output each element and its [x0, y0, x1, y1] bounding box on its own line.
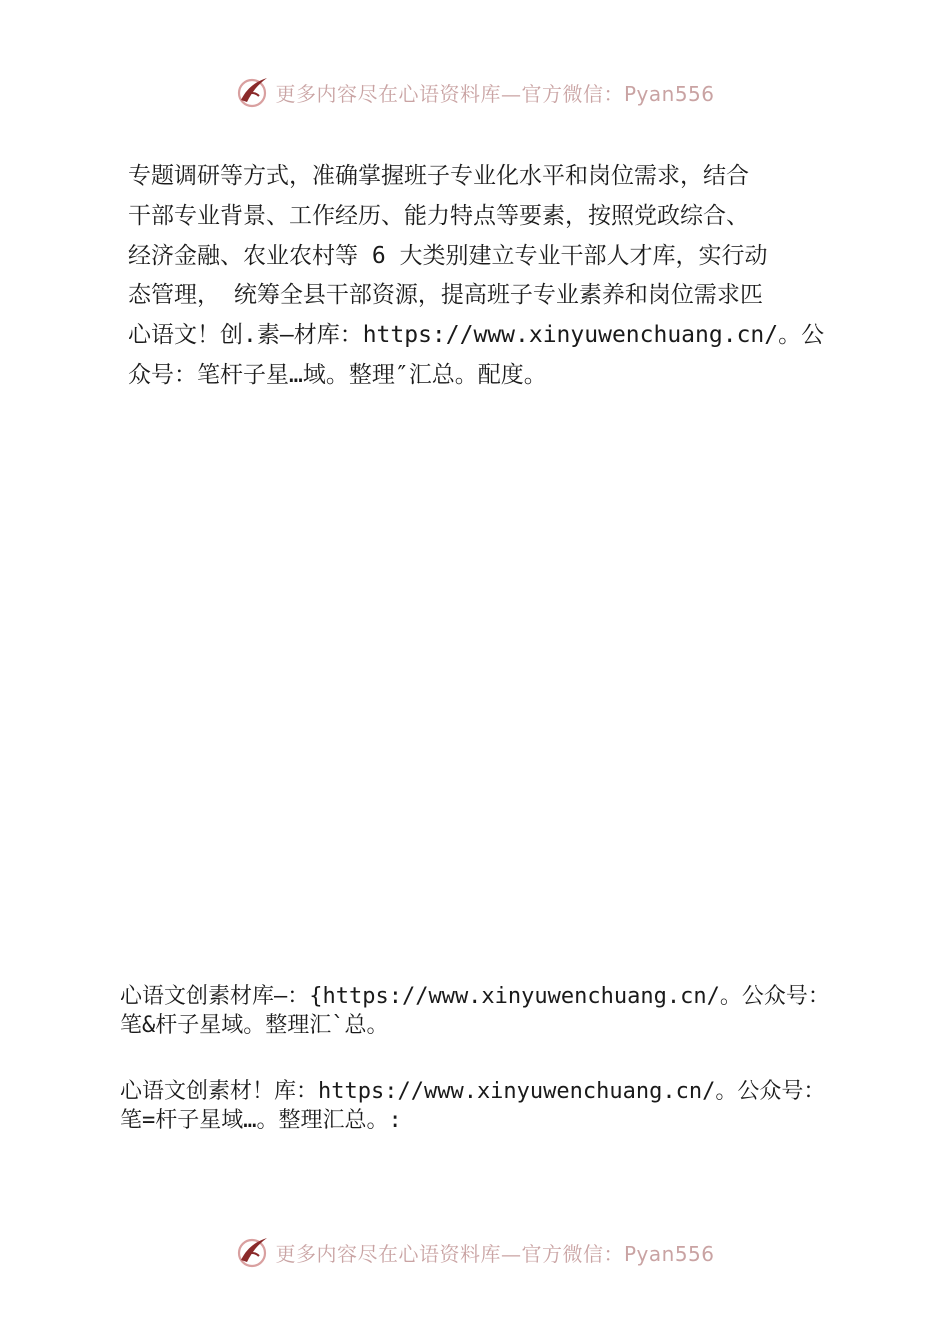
body-paragraph [128, 157, 848, 396]
note-line: 心语文创素材库—：{https://www.xinyuwenchuang.cn/。公众号： [120, 984, 830, 1009]
brand-logo-icon [235, 1234, 271, 1270]
header-banner [0, 72, 950, 112]
body-line: 众号：笔杆子星…域。整理″汇总。配度。 [128, 361, 547, 388]
body-line: 经济金融、农业农村等 6 大类别建立专业干部人才库，实行动 [128, 242, 768, 269]
watermark-note [120, 982, 880, 1040]
body-line: 心语文！创.素—材库：https://www.xinyuwenchuang.cn/。公 [128, 322, 825, 349]
footer-wechat-id: Pyan556 [623, 1241, 715, 1266]
footer-banner-text [275, 1238, 714, 1267]
body-line: 专题调研等方式，准确掌握班子专业化水平和岗位需求，结合 [128, 163, 749, 189]
body-line: 干部专业背景、工作经历、能力特点等要素，按照党政综合、 [128, 202, 749, 229]
note-line: 心语文创素材！库：https://www.xinyuwenchuang.cn/。公众号： [120, 1079, 826, 1104]
header-banner-label: 更多内容尽在心语资料库—官方微信： [275, 81, 624, 106]
footer-banner-label: 更多内容尽在心语资料库—官方微信： [275, 1241, 624, 1266]
watermark-note [120, 1077, 880, 1135]
note-line: 笔=杆子星域…。整理汇总。: [120, 1108, 402, 1133]
header-wechat-id: Pyan556 [623, 81, 715, 106]
brand-logo-icon [235, 74, 271, 110]
note-line: 笔&杆子星域。整理汇`总。 [120, 1013, 389, 1038]
header-banner-text [275, 78, 714, 107]
body-line: 态管理， 统筹全县干部资源，提高班子专业素养和岗位需求匹 [128, 282, 763, 309]
footer-banner [0, 1232, 950, 1272]
